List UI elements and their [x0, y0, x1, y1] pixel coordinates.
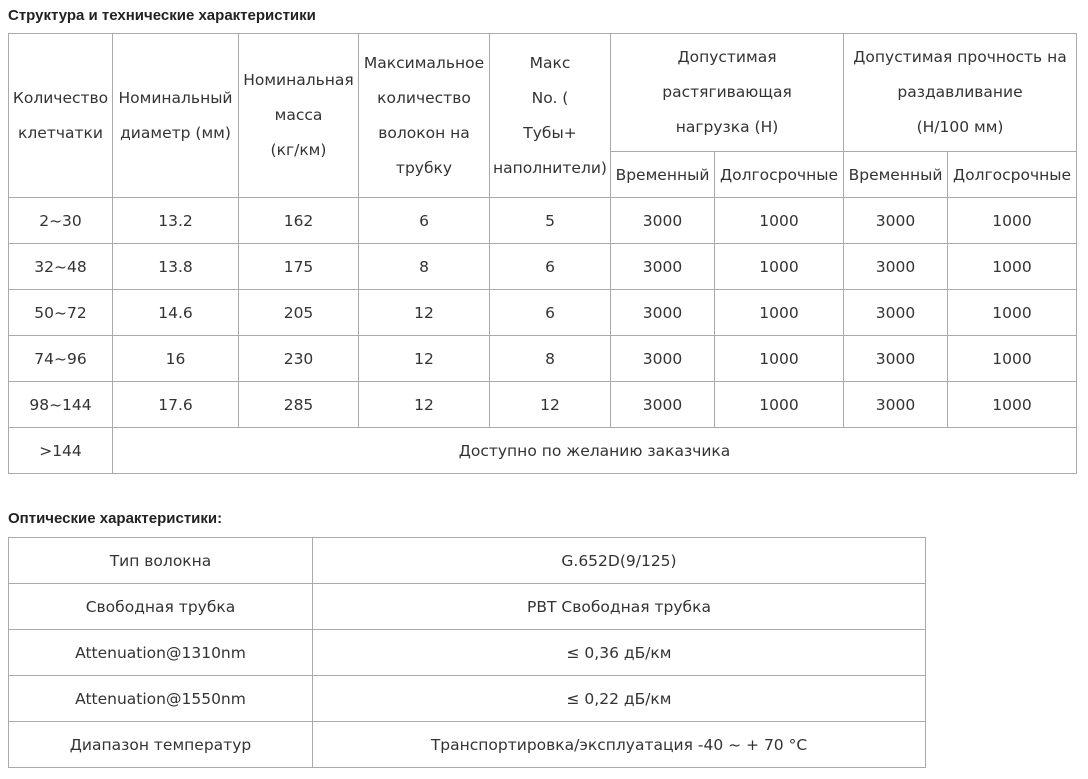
- cell-tensile-short: 3000: [611, 198, 715, 244]
- cell-fiber-count: 50~72: [9, 290, 113, 336]
- header-max-tubes: Макс No. ( Тубы+ наполнители): [490, 34, 611, 198]
- cell-fiber-count: 98~144: [9, 382, 113, 428]
- cell-crush-short: 3000: [844, 336, 948, 382]
- cell-fiber-count: 74~96: [9, 336, 113, 382]
- cell-tensile-long: 1000: [715, 336, 844, 382]
- header-tensile-short-term: Временный: [611, 152, 715, 198]
- table-row: [9, 538, 926, 584]
- cell-crush-short: 3000: [844, 244, 948, 290]
- cell-mass: 205: [239, 290, 359, 336]
- optical-param-value: ≤ 0,22 дБ/км: [313, 676, 926, 722]
- cell-tensile-long: 1000: [715, 244, 844, 290]
- table-row: [9, 382, 1077, 428]
- optical-param-value: Транспортировка/эксплуатация -40 ~ + 70 °C: [313, 722, 926, 768]
- cell-crush-long: 1000: [948, 382, 1077, 428]
- cell-max-tubes: 6: [490, 244, 611, 290]
- cell-diameter: 17.6: [113, 382, 239, 428]
- table-row: [9, 336, 1077, 382]
- cell-diameter: 13.2: [113, 198, 239, 244]
- header-nominal-diameter: Номинальный диаметр (мм): [113, 34, 239, 198]
- cell-tensile-long: 1000: [715, 290, 844, 336]
- cell-max-tubes: 8: [490, 336, 611, 382]
- table-row: [9, 676, 926, 722]
- cell-crush-long: 1000: [948, 290, 1077, 336]
- table-row: [9, 198, 1077, 244]
- header-crush-resistance: Допустимая прочность на раздавливание (Н/100 мм): [844, 34, 1077, 152]
- cell-tensile-short: 3000: [611, 336, 715, 382]
- header-fiber-count: Количество клетчатки: [9, 34, 113, 198]
- cell-max-tubes: 5: [490, 198, 611, 244]
- table-row: [9, 630, 926, 676]
- header-crush-long-term: Долгосрочные: [948, 152, 1077, 198]
- header-crush-short-term: Временный: [844, 152, 948, 198]
- cell-max-fibers: 6: [359, 198, 490, 244]
- table-row-custom: [9, 428, 1077, 474]
- cell-crush-long: 1000: [948, 198, 1077, 244]
- cell-mass: 285: [239, 382, 359, 428]
- cell-mass: 162: [239, 198, 359, 244]
- optical-param-label: Attenuation@1310nm: [9, 630, 313, 676]
- cell-max-tubes: 6: [490, 290, 611, 336]
- structure-title: Структура и технические характеристики: [8, 7, 316, 24]
- cell-fiber-count: 2~30: [9, 198, 113, 244]
- cell-max-tubes: 12: [490, 382, 611, 428]
- table-header-row: [9, 34, 1077, 152]
- custom-order-note: Доступно по желанию заказчика: [113, 428, 1077, 474]
- structure-table: [8, 33, 1077, 474]
- cell-max-fibers: 12: [359, 382, 490, 428]
- cell-crush-long: 1000: [948, 336, 1077, 382]
- optical-param-value: PBT Свободная трубка: [313, 584, 926, 630]
- cell-tensile-long: 1000: [715, 382, 844, 428]
- cell-tensile-short: 3000: [611, 290, 715, 336]
- optical-param-label: Диапазон температур: [9, 722, 313, 768]
- header-nominal-mass: Номинальная масса (кг/км): [239, 34, 359, 198]
- cell-tensile-long: 1000: [715, 198, 844, 244]
- cell-crush-long: 1000: [948, 244, 1077, 290]
- table-row: [9, 290, 1077, 336]
- cell-max-fibers: 12: [359, 336, 490, 382]
- header-max-fibers: Максимальное количество волокон на трубку: [359, 34, 490, 198]
- optical-param-label: Attenuation@1550nm: [9, 676, 313, 722]
- header-tensile-long-term: Долгосрочные: [715, 152, 844, 198]
- cell-crush-short: 3000: [844, 382, 948, 428]
- cell-max-fibers: 12: [359, 290, 490, 336]
- cell-fiber-count: 32~48: [9, 244, 113, 290]
- optical-param-value: G.652D(9/125): [313, 538, 926, 584]
- optical-param-value: ≤ 0,36 дБ/км: [313, 630, 926, 676]
- cell-tensile-short: 3000: [611, 382, 715, 428]
- cell-max-fibers: 8: [359, 244, 490, 290]
- cell-diameter: 16: [113, 336, 239, 382]
- optical-param-label: Тип волокна: [9, 538, 313, 584]
- header-tensile-load: Допустимая растягивающая нагрузка (Н): [611, 34, 844, 152]
- table-row: [9, 584, 926, 630]
- cell-tensile-short: 3000: [611, 244, 715, 290]
- cell-diameter: 14.6: [113, 290, 239, 336]
- cell-fiber-count: >144: [9, 428, 113, 474]
- optical-param-label: Свободная трубка: [9, 584, 313, 630]
- cell-mass: 230: [239, 336, 359, 382]
- cell-crush-short: 3000: [844, 198, 948, 244]
- optical-title: Оптические характеристики:: [8, 510, 223, 527]
- cell-mass: 175: [239, 244, 359, 290]
- table-row: [9, 722, 926, 768]
- table-row: [9, 244, 1077, 290]
- optical-table: [8, 537, 926, 768]
- cell-crush-short: 3000: [844, 290, 948, 336]
- cell-diameter: 13.8: [113, 244, 239, 290]
